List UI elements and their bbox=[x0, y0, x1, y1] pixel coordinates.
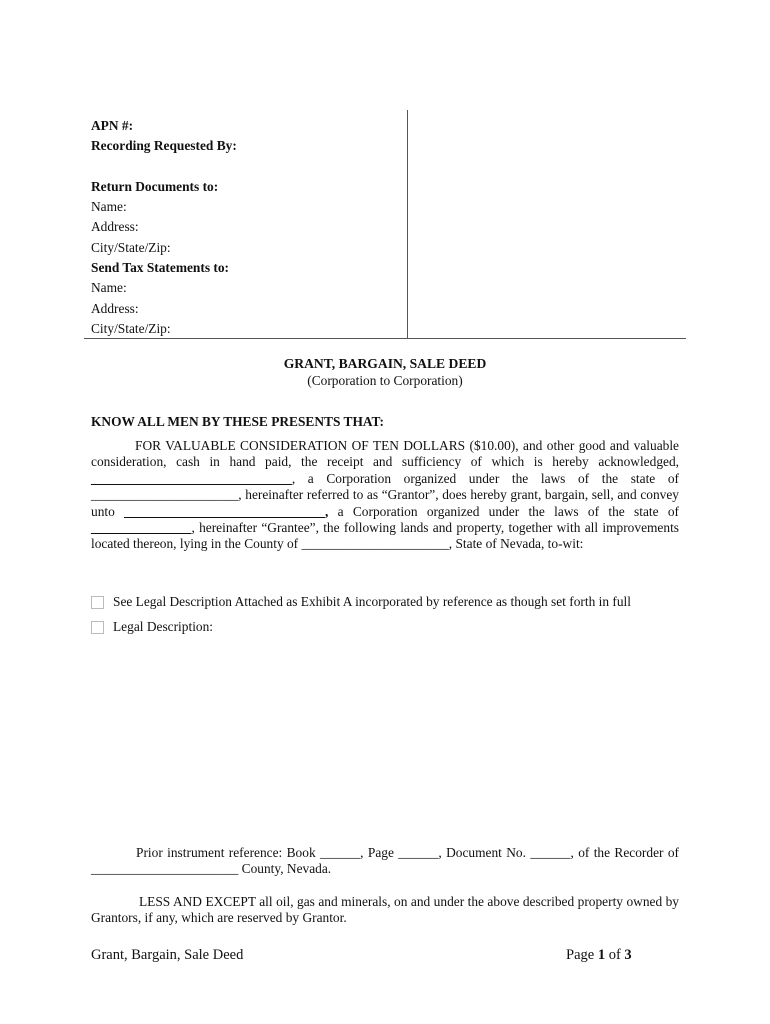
return-address-field: Address: bbox=[91, 219, 139, 235]
page-number bbox=[566, 947, 632, 964]
exhibit-a-option[interactable] bbox=[91, 594, 631, 610]
grantor-blank: ______________________________ bbox=[91, 470, 292, 486]
footer-title: Grant, Bargain, Sale Deed bbox=[91, 947, 244, 963]
return-name-field: Name: bbox=[91, 199, 127, 215]
exhibit-a-label: See Legal Description Attached as Exhibit A incorporated by reference as though set forth in full bbox=[113, 594, 631, 609]
legal-description-checkbox[interactable] bbox=[91, 621, 104, 634]
property-text: , hereinafter “Grantee”, the following lands and property, together with all improvements located thereon, lying in the County of ______________________, State of Nevada, to-wit: bbox=[91, 520, 679, 552]
page-current: 1 bbox=[597, 947, 606, 963]
grantee-text: a Corporation organized under the laws of the state of bbox=[337, 503, 679, 519]
recording-info bbox=[91, 116, 237, 339]
page-total: 3 bbox=[624, 947, 632, 963]
tax-name-field: Name: bbox=[91, 280, 127, 296]
tax-city-field: City/State/Zip: bbox=[91, 320, 171, 336]
less-except-text: LESS AND EXCEPT all oil, gas and minerals, on and under the above described property owned by Grantors, if any, which are reserved by Grantor. bbox=[91, 894, 679, 926]
consideration-paragraph bbox=[91, 438, 679, 553]
grantee-state-blank: _______________ bbox=[91, 520, 192, 536]
prior-instrument-paragraph bbox=[91, 845, 679, 878]
grantor-text: , a Corporation organized under the laws of the state of ______________________, hereinafter referred to as “Grantor”, does hereby grant, bargain, sell, and convey unto bbox=[91, 470, 679, 519]
tax-address-field: Address: bbox=[91, 300, 139, 316]
return-documents-label: Return Documents to: bbox=[91, 178, 219, 194]
prior-instrument-text: Prior instrument reference: Book ______, Page ______, Document No. ______, of the Recorder of ______________________ County, Nevada. bbox=[91, 845, 679, 877]
recording-requested-label: Recording Requested By: bbox=[91, 138, 237, 154]
document-subtitle: (Corporation to Corporation) bbox=[307, 373, 463, 388]
exhibit-a-checkbox[interactable] bbox=[91, 596, 104, 609]
recording-header bbox=[84, 110, 686, 339]
page-of: of bbox=[608, 947, 621, 963]
legal-description-label: Legal Description: bbox=[113, 619, 214, 634]
consideration-text: FOR VALUABLE CONSIDERATION OF TEN DOLLARS ($10.00), and other good and valuable consideration, cash in hand paid, the receipt and sufficiency of which is hereby acknowledged, bbox=[91, 438, 679, 470]
apn-label: APN #: bbox=[91, 118, 134, 133]
less-except-paragraph bbox=[91, 894, 679, 927]
header-divider bbox=[407, 110, 408, 338]
page-prefix: Page bbox=[566, 947, 595, 963]
return-city-field: City/State/Zip: bbox=[91, 239, 171, 255]
tax-statements-label: Send Tax Statements to: bbox=[91, 260, 230, 276]
document-title: GRANT, BARGAIN, SALE DEED bbox=[283, 356, 487, 371]
grantee-blank: ______________________________, bbox=[124, 503, 329, 519]
legal-description-option[interactable] bbox=[91, 619, 213, 635]
know-all-men-heading: KNOW ALL MEN BY THESE PRESENTS THAT: bbox=[91, 414, 384, 429]
